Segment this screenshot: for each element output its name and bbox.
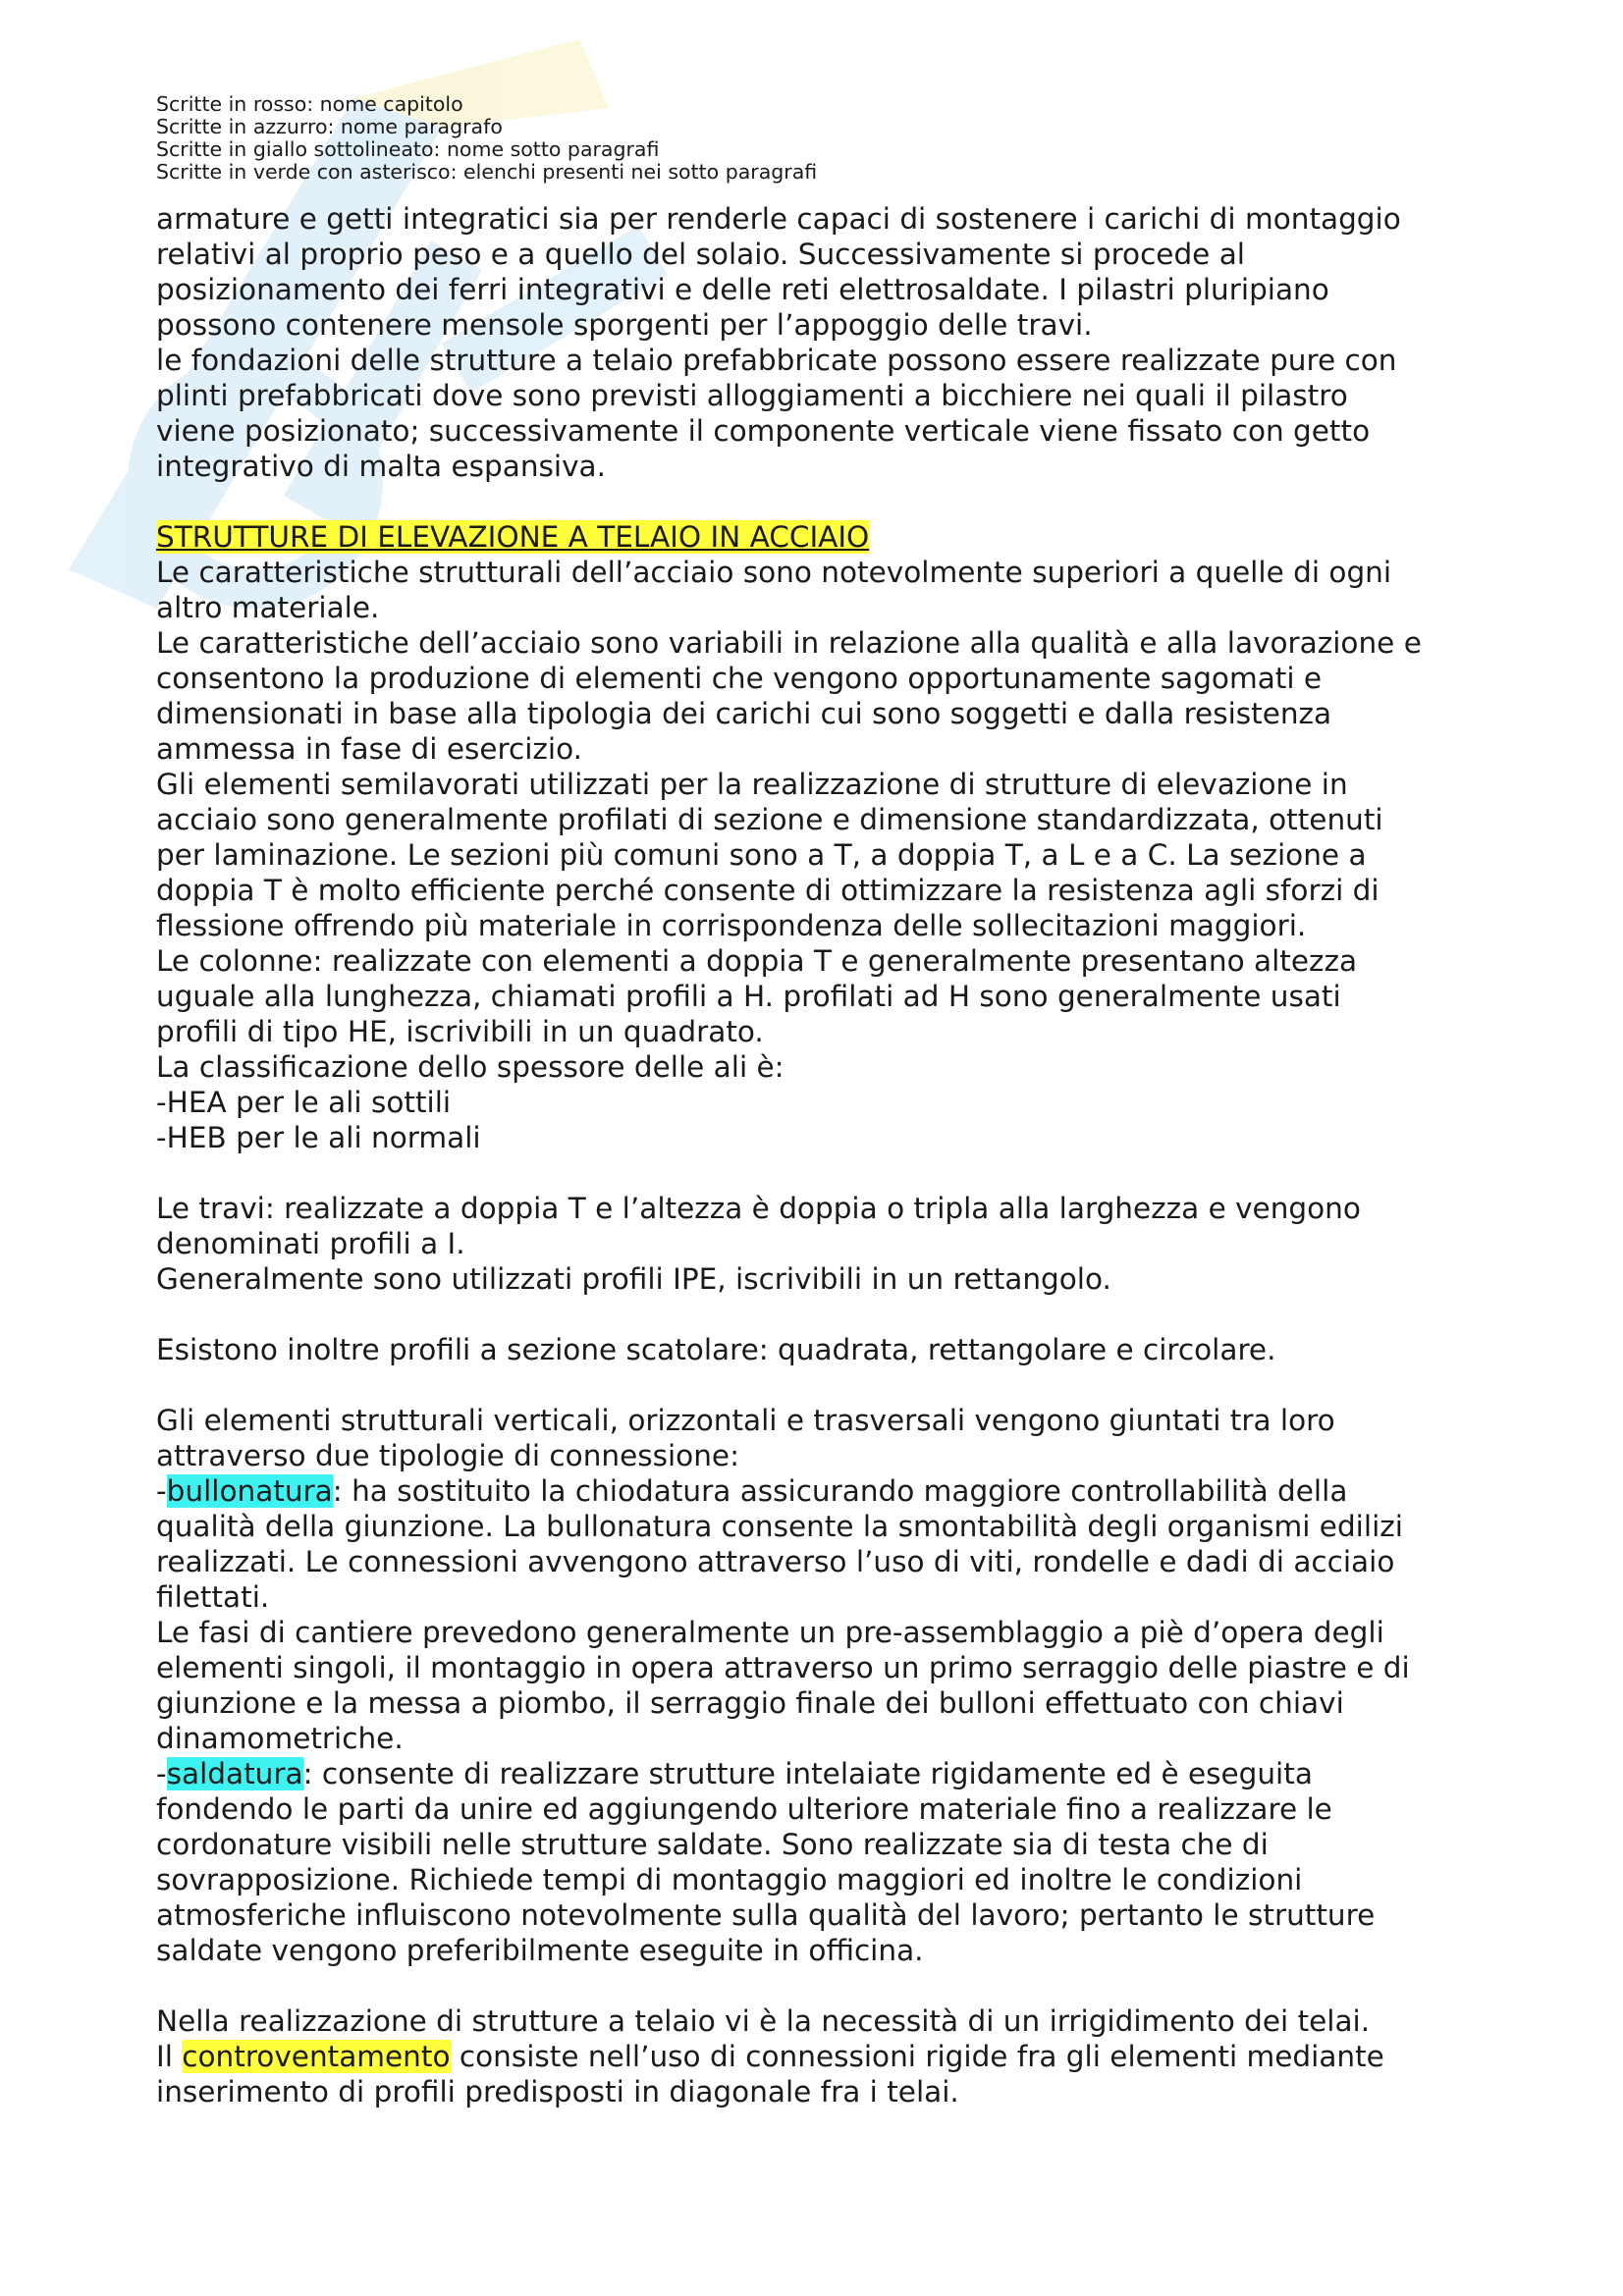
section-heading (156, 519, 1491, 555)
text-line: Le travi: realizzate a doppia T e l’altezza è doppia o tripla alla larghezza e vengono (156, 1192, 1361, 1225)
text-line: Nella realizzazione di strutture a telaio vi è la necessità di un irrigidimento dei telai. (156, 2004, 1371, 2038)
text-line: flessione offrendo più materiale in corrispondenza delle sollecitazioni maggiori. (156, 909, 1307, 942)
text-line: giunzione e la messa a piombo, il serraggio finale dei bulloni effettuato con chiavi (156, 1686, 1344, 1720)
text-line: doppia T è molto efficiente perché consente di ottimizzare la resistenza agli sforzi di (156, 874, 1380, 907)
list-item-saldatura: -saldatura: consente di realizzare strutture intelaiate rigidamente ed è eseguita (156, 1757, 1313, 1790)
legend-line: Scritte in giallo sottolineato: nome sotto paragrafi (156, 137, 660, 161)
text-line: Le colonne: realizzate con elementi a doppia T e generalmente presentano altezza (156, 944, 1358, 978)
text-line: ammessa in fase di esercizio. (156, 732, 582, 766)
legend-line: Scritte in azzurro: nome paragrafo (156, 115, 503, 138)
text-line: posizionamento dei ferri integrativi e delle reti elettrosaldate. I pilastri pluripiano (156, 273, 1329, 306)
text-line: fondendo le parti da unire ed aggiungendo ulteriore materiale fino a realizzare le (156, 1792, 1332, 1826)
legend-line: Scritte in rosso: nome capitolo (156, 92, 463, 116)
document-page (156, 93, 1491, 2109)
term-bullonatura: bullonatura (166, 1474, 333, 1508)
text-line: atmosferiche influiscono notevolmente sulla qualità del lavoro; pertanto le strutture (156, 1898, 1376, 1932)
text-line: uguale alla lunghezza, chiamati profili a H. profilati ad H sono generalmente usati (156, 980, 1341, 1013)
legend-line: Scritte in verde con asterisco: elenchi presenti nei sotto paragrafi (156, 160, 818, 184)
text-line: per laminazione. Le sezioni più comuni sono a T, a doppia T, a L e a C. La sezione a (156, 838, 1367, 872)
text-line: Generalmente sono utilizzati profili IPE, iscrivibili in un rettangolo. (156, 1262, 1111, 1296)
text-line: relativi al proprio peso e a quello del solaio. Successivamente si procede al (156, 238, 1245, 271)
text-line: saldate vengono preferibilmente eseguite in officina. (156, 1934, 924, 1967)
text-line: -HEA per le ali sottili (156, 1086, 452, 1119)
heading-text: STRUTTURE DI ELEVAZIONE A TELAIO IN ACCIAIO (156, 520, 870, 554)
text-line: armature e getti integratici sia per renderle capaci di sostenere i carichi di montaggio (156, 202, 1401, 236)
text-line: La classificazione dello spessore delle ali è: (156, 1050, 784, 1084)
text-line: acciaio sono generalmente profilati di sezione e dimensione standardizzata, ottenuti (156, 803, 1383, 836)
text-line: Gli elementi semilavorati utilizzati per la realizzazione di strutture di elevazione in (156, 768, 1348, 801)
list-item-bullonatura: -bullonatura: ha sostituito la chiodatura assicurando maggiore controllabilità della (156, 1474, 1348, 1508)
text-line: profili di tipo HE, iscrivibili in un quadrato. (156, 1015, 764, 1048)
term-controventamento: controventamento (182, 2040, 451, 2073)
controventamento-line: Il controventamento consiste nell’uso di connessioni rigide fra gli elementi mediante (156, 2040, 1384, 2073)
text-line: -HEB per le ali normali (156, 1121, 481, 1154)
text-line: inserimento di profili predisposti in diagonale fra i telai. (156, 2075, 959, 2109)
text-line: sovrapposizione. Richiede tempi di montaggio maggiori ed inoltre le condizioni (156, 1863, 1303, 1896)
document-body (156, 201, 1491, 2109)
text-line: plinti prefabbricati dove sono previsti alloggiamenti a bicchiere nei quali il pilastro (156, 379, 1348, 412)
text-line: cordonature visibili nelle strutture saldate. Sono realizzate sia di testa che di (156, 1828, 1269, 1861)
text-line: realizzati. Le connessioni avvengono attraverso l’uso di viti, rondelle e dadi di acciaio (156, 1545, 1395, 1578)
color-legend (156, 93, 1491, 184)
text-line: viene posizionato; successivamente il componente verticale viene fissato con getto (156, 414, 1371, 448)
text-line: le fondazioni delle strutture a telaio prefabbricate possono essere realizzate pure con (156, 344, 1397, 377)
text-line: dinamometriche. (156, 1722, 404, 1755)
text-line: qualità della giunzione. La bullonatura consente la smontabilità degli organismi edilizi (156, 1510, 1403, 1543)
text-line: denominati profili a I. (156, 1227, 465, 1260)
text-line: attraverso due tipologie di connessione: (156, 1439, 740, 1472)
text-line: elementi singoli, il montaggio in opera attraverso un primo serraggio delle piastre e di (156, 1651, 1410, 1684)
text-line: Le fasi di cantiere prevedono generalmente un pre-assemblaggio a piè d’opera degli (156, 1616, 1384, 1649)
term-saldatura: saldatura (166, 1757, 303, 1790)
text-line: Esistono inoltre profili a sezione scatolare: quadrata, rettangolare e circolare. (156, 1333, 1276, 1366)
text-line: integrativo di malta espansiva. (156, 450, 607, 483)
text-line: Le caratteristiche dell’acciaio sono variabili in relazione alla qualità e alla lavorazione e (156, 626, 1422, 660)
text-line: altro materiale. (156, 591, 380, 624)
text-line: dimensionati in base alla tipologia dei carichi cui sono soggetti e dalla resistenza (156, 697, 1332, 730)
text-line: filettati. (156, 1580, 270, 1614)
text-line: consentono la produzione di elementi che vengono opportunamente sagomati e (156, 662, 1323, 695)
text-line: Gli elementi strutturali verticali, orizzontali e trasversali vengono giuntati tra loro (156, 1404, 1335, 1437)
text-line: Le caratteristiche strutturali dell’acciaio sono notevolmente superiori a quelle di ogni (156, 556, 1392, 589)
text-line: possono contenere mensole sporgenti per l’appoggio delle travi. (156, 308, 1093, 342)
